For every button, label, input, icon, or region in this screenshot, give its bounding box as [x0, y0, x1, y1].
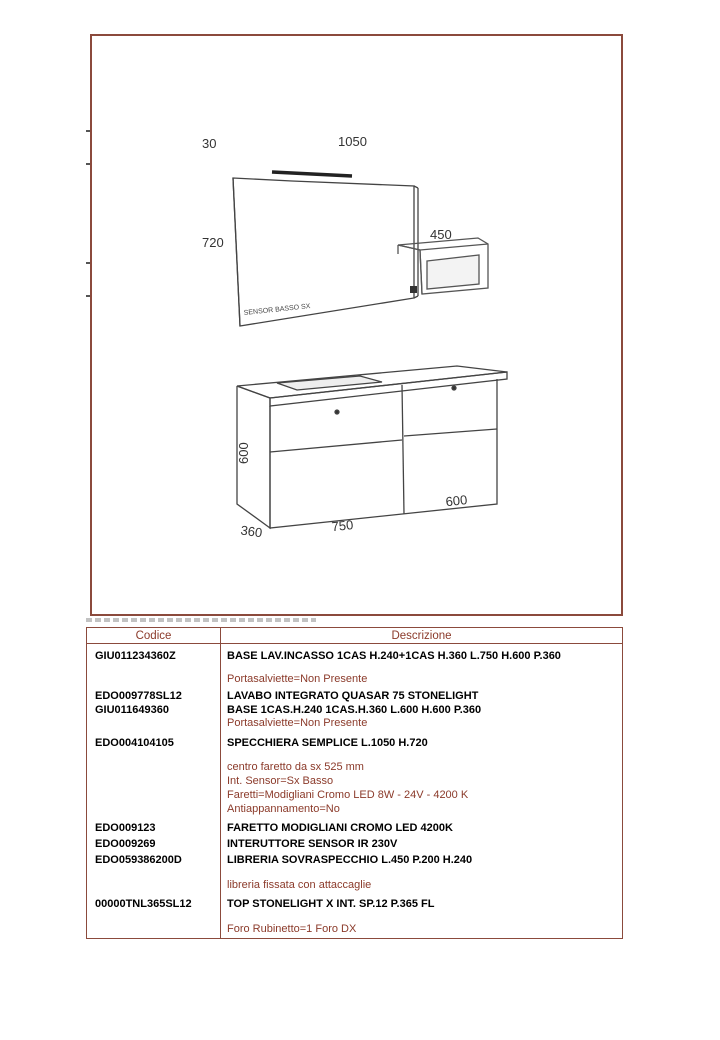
mirror-sensor-label: SENSOR BASSO SX	[243, 303, 311, 317]
row-description	[221, 730, 623, 816]
row-code: 00000TNL365SL12	[87, 892, 221, 939]
table-row	[87, 686, 623, 702]
row-code: GIU011234360Z	[87, 644, 221, 687]
row-note: Portasalviette=Non Presente	[227, 717, 368, 729]
dimension-shelf-width: 450	[430, 227, 452, 242]
row-code: EDO059386200D	[87, 850, 221, 892]
table-row	[87, 730, 623, 816]
row-note	[227, 910, 622, 922]
row-note: Faretti=Modigliani Cromo LED 8W - 24V - 4200 K	[227, 789, 469, 801]
row-code: EDO004104105	[87, 730, 221, 816]
row-note: libreria fissata con attaccaglie	[227, 879, 372, 891]
table-row	[87, 834, 623, 850]
table-row	[87, 892, 623, 939]
header-description: Descrizione	[221, 628, 623, 644]
row-note: Portasalviette=Non Presente	[227, 673, 368, 685]
item-table	[86, 627, 623, 939]
row-title: FARETTO MODIGLIANI CROMO LED 4200K	[227, 822, 453, 834]
dimension-mirror-height: 720	[202, 235, 224, 250]
dimension-base-width-right: 600	[444, 492, 468, 510]
table-row	[87, 850, 623, 892]
mirror-drawing	[233, 172, 418, 326]
row-title: LIBRERIA SOVRASPECCHIO L.450 P.200 H.240	[227, 854, 473, 866]
row-code: EDO009269	[87, 834, 221, 850]
technical-drawing	[90, 34, 623, 616]
furniture-sketch	[92, 36, 621, 614]
row-code: EDO009778SL12	[87, 686, 221, 702]
dimension-mirror-depth: 30	[202, 136, 217, 151]
row-description	[221, 834, 623, 850]
row-description	[221, 816, 623, 834]
row-title: LAVABO INTEGRATO QUASAR 75 STONELIGHT	[227, 690, 479, 702]
row-note: Foro Rubinetto=1 Foro DX	[227, 923, 357, 935]
row-description	[221, 892, 623, 939]
row-title: TOP STONELIGHT X INT. SP.12 P.365 FL	[227, 898, 435, 910]
row-description	[221, 702, 623, 730]
table-row	[87, 702, 623, 730]
table-row	[87, 644, 623, 687]
row-code: GIU011649360	[87, 702, 221, 730]
table-row	[87, 816, 623, 834]
dimension-base-height: 600	[236, 442, 251, 464]
row-note	[227, 749, 622, 760]
row-note: Antiappannamento=No	[227, 803, 340, 815]
row-code: EDO009123	[87, 816, 221, 834]
row-note: centro faretto da sx 525 mm	[227, 761, 364, 773]
row-note	[227, 866, 622, 878]
row-description	[221, 644, 623, 687]
table-header-row	[87, 628, 623, 644]
scan-artifact	[86, 618, 316, 622]
dimension-base-depth: 360	[239, 522, 264, 541]
row-title: BASE 1CAS.H.240 1CAS.H.360 L.600 H.600 P.360	[227, 704, 482, 716]
row-title: BASE LAV.INCASSO 1CAS H.240+1CAS H.360 L.750 H.600 P.360	[227, 650, 561, 662]
row-title: SPECCHIERA SEMPLICE L.1050 H.720	[227, 737, 428, 749]
row-note	[227, 662, 622, 672]
row-note: Int. Sensor=Sx Basso	[227, 775, 334, 787]
dimension-base-width-left: 750	[330, 517, 354, 535]
row-title: INTERUTTORE SENSOR IR 230V	[227, 838, 398, 850]
row-description	[221, 850, 623, 892]
dimension-mirror-width: 1050	[338, 134, 367, 149]
header-code: Codice	[87, 628, 221, 644]
row-description	[221, 686, 623, 702]
